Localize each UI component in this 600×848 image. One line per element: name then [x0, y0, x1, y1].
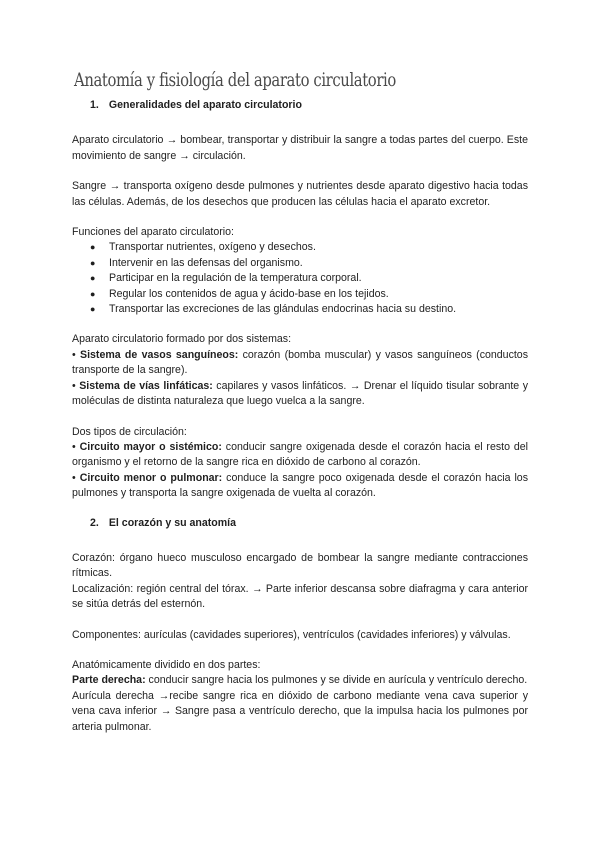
- list-item: ● Transportar nutrientes, oxígeno y desechos.: [90, 240, 528, 255]
- section-heading: [90, 516, 528, 531]
- bullet-icon: ●: [90, 242, 96, 253]
- bullet-icon: •: [72, 379, 76, 392]
- list-intro: Aparato circulatorio formado por dos sistemas:: [72, 333, 292, 346]
- paragraph: Localización: región central del tórax. → Parte inferior descansa sobre diafragma y cara anterior se sitúa detrás del esternón.: [72, 582, 528, 611]
- list-item: ● Intervenir en las defensas del organismo.: [90, 256, 528, 271]
- bullet-icon: •: [72, 471, 76, 484]
- paragraph: Aparato circulatorio → bombear, transportar y distribuir la sangre a todas partes del cuerpo. Este movimiento de sangre → circulación.: [72, 134, 528, 162]
- section-number: 2.: [90, 516, 99, 529]
- bullet-icon: •: [72, 440, 76, 453]
- list-item: ● Transportar las excreciones de las glándulas endocrinas hacia su destino.: [90, 302, 528, 317]
- bullet-icon: ●: [90, 257, 96, 268]
- paragraph: • Sistema de vías linfáticas: capilares y vasos linfáticos. → Drenar el líquido tisular sobrante y moléculas de distinta naturaleza que luego vuelca a la sangre.: [72, 379, 528, 408]
- paragraph: • Sistema de vasos sanguíneos: corazón (bomba muscular) y vasos sanguíneos (conductos transporte de la sangre).: [72, 348, 528, 377]
- paragraph: • Circuito menor o pulmonar: conduce la sangre poco oxigenada desde el corazón hacia los pulmones y transporta la sangre oxigenada de vuelta al corazón.: [72, 471, 528, 500]
- bullet-list: [72, 240, 528, 317]
- section-heading: [90, 98, 528, 113]
- page-title: Anatomía y fisiología del aparato circulatorio: [74, 69, 396, 91]
- section-number: 1.: [90, 99, 99, 111]
- paragraph: Corazón: órgano hueco musculoso encargado de bombear la sangre mediante contracciones rítmicas.: [72, 551, 528, 580]
- list-intro: Anatómicamente dividido en dos partes:: [72, 658, 261, 671]
- paragraph: • Circuito mayor o sistémico: conducir sangre oxigenada desde el corazón hacia el resto del organismo y el retorno de la sangre rica en dióxido de carbono al corazón.: [72, 440, 528, 469]
- list-item: ● Participar en la regulación de la temperatura corporal.: [90, 271, 528, 286]
- bullet-icon: ●: [90, 273, 96, 284]
- section-title: El corazón y su anatomía: [108, 516, 237, 529]
- list-intro: Funciones del aparato circulatorio:: [72, 226, 234, 239]
- list-intro: Dos tipos de circulación:: [72, 425, 187, 438]
- paragraph: Parte derecha: conducir sangre hacia los pulmones y se divide en aurícula y ventrículo derecho.: [72, 674, 528, 687]
- section-title: Generalidades del aparato circulatorio: [108, 99, 302, 111]
- paragraph: Aurícula derecha →recibe sangre rica en dióxido de carbono mediante vena cava superior y vena cava inferior → Sangre pasa a ventrículo derecho, que la impulsa hacia los pulmones por arteria pulmonar.: [72, 689, 528, 733]
- paragraph: Sangre → transporta oxígeno desde pulmones y nutrientes desde aparato digestivo hacia todas las células. Además, de los desechos que producen las células hacia el aparato excretor.: [72, 180, 528, 208]
- bullet-icon: ●: [90, 288, 96, 299]
- list-item: ● Regular los contenidos de agua y ácido-base en los tejidos.: [90, 287, 528, 302]
- bullet-icon: •: [72, 348, 76, 361]
- bullet-icon: ●: [90, 304, 96, 315]
- paragraph: Componentes: aurículas (cavidades superiores), ventrículos (cavidades inferiores) y válvulas.: [72, 628, 511, 641]
